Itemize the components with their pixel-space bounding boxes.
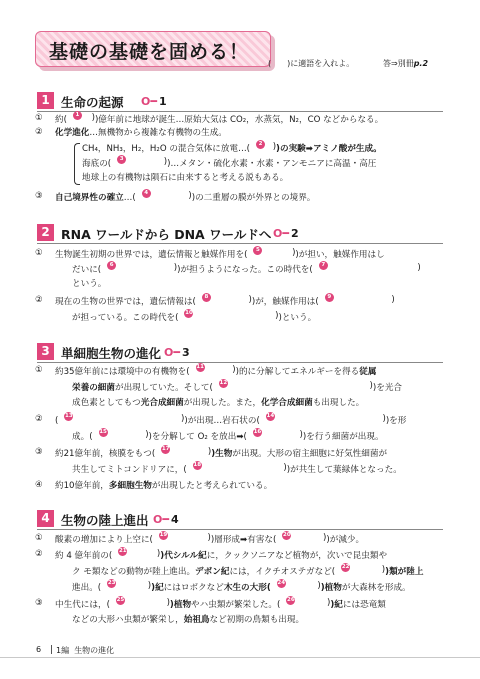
key-icon: O━ 4 [153,513,179,526]
title-banner [35,31,275,71]
section-rule [37,529,443,530]
answer-blank[interactable]: 8 ) [196,295,252,306]
footer-divider [51,645,52,654]
section-3-header [37,343,443,363]
answer-blank[interactable]: 20 ) [283,532,327,543]
item-line: ( 13 ) )が出現…岩石状の( 14 ) )を形 [55,413,407,426]
item-number: ③ [35,598,43,608]
item-line: 約35億年前には環境中の有機物を( 11 ) )的に分解してエネルギーを得る従属 [55,364,377,377]
item-line: 約10億年前，多細胞生物が出現したと考えられている。 [55,481,273,491]
section-1-header [37,92,443,112]
answer-blank[interactable]: 23 ) [107,580,152,591]
key-icon: O━ 2 [273,227,299,240]
item-line: 約 4 億年前の( 21 ) )代シルル紀に，クックソニアなど植物が，次いで昆虫類や [55,548,388,561]
key-icon: O━ 3 [164,346,190,359]
answer-blank[interactable]: 19 ) [159,532,211,543]
item-number: ② [35,127,43,137]
section-rule [37,243,443,244]
answer-blank[interactable]: 9 ) [319,295,395,306]
item-line: 成色素としてもつ光合成細菌が出現した。また，化学合成細菌も出現した。 [72,398,365,408]
item-line: 約( 1 ) )億年前に地球が誕生…原始大気は CO₂，水蒸気，N₂，CO などからなる。 [55,112,384,125]
footer-rule [0,657,480,658]
item-line: 成。( 15 ) )を分解して O₂ を放出➡( 16 ) )を行う細菌が出現。 [72,429,384,442]
answer-blank[interactable]: 2 ) [250,142,276,153]
item-number: ② [35,414,43,424]
item-number: ④ [35,480,43,490]
item-number: ② [35,549,43,559]
item-line: が担っている。この時代を( 10 ) )という。 [72,310,317,323]
answer-blank[interactable]: 14 ) [266,413,386,424]
item-number: ② [35,295,43,305]
item-number: ① [35,248,43,258]
key-ref: 1 [158,95,167,108]
section-4-header [37,510,443,530]
answer-blank[interactable]: 15 ) [99,429,149,440]
item-line: 共生してミトコンドリアに，( 18 ) )が共生して葉緑体となった。 [72,462,402,475]
section-title: RNA ワールドから DNA ワールドへ [61,227,272,242]
item-line: 中生代には，( 25 ) )植物やハ虫類が繁栄した。( 26 ) )紀には恐竜類 [55,597,386,610]
answer-blank[interactable]: 12 ) [219,380,373,391]
answer-blank[interactable]: 4 ) [136,191,192,202]
item-line: という。 [72,279,107,289]
answer-blank[interactable]: 17 ) [161,446,212,457]
item-line: ク モ類などの動物が陸上進出。デボン紀には，イクチオステガなど( 22 ) )類が陸上 [72,564,424,577]
answer-blank[interactable]: 1 ) [67,113,95,124]
section-number: 1 [37,92,54,109]
item-line: 進出。( 23 ) )紀にはロボクなど木生の大形( 24 ) )植物が大森林を形成。 [72,580,411,593]
section-2-header [37,224,443,244]
chapter-label: 1編 生物の進化 [56,646,115,655]
key-ref: 3 [181,346,190,359]
item-number: ① [35,365,43,375]
item-line: 生物誕生初期の世界では，遺伝情報と触媒作用を( 5 ) )が担い，触媒作用はし [55,247,385,260]
answer-reference [383,58,428,69]
instruction-text: ( )に適語を入れよ。 [268,59,355,68]
item-number: ① [35,533,43,543]
answer-blank[interactable]: 25 ) [116,597,170,608]
item-number: ① [35,113,43,123]
item-line: 海底の( 3 ) )…メタン・硫化水素・水素・アンモニアに高温・高圧 [82,156,377,169]
answer-page: p.2 [413,59,429,68]
section-title: 生物の陸上進出 [61,513,149,528]
item-line: 自己境界性の確立…( 4 ) )の二重層の膜が外界との境界。 [55,190,316,203]
item-line: 地球上の有機物は隕石に由来すると考える説もある。 [82,173,289,183]
key-ref: 2 [290,227,299,240]
answer-blank[interactable]: 6 ) [101,263,177,274]
section-title: 生命の起源 [61,95,124,110]
page-title: 基礎の基礎を固める！ [49,41,250,63]
section-number: 4 [37,510,54,527]
answer-blank[interactable]: 24 ) [277,580,321,591]
section-rule [37,362,443,363]
item-line: などの大形ハ虫類が繁栄し，始祖鳥など初期の鳥類も出現。 [72,615,305,625]
item-number: ③ [35,191,43,201]
key-icon: O━ 1 [141,95,167,108]
section-number: 3 [37,343,54,360]
item-line: CH₄，NH₃，H₂，H₂O の混合気体に放電…( 2 ) )の実験➡アミノ酸が生成。 [82,141,382,154]
page-number: 6 [36,645,42,654]
answer-blank[interactable]: 11 ) [196,364,236,375]
item-line: 栄養の細菌が出現していた。そして( 12 ) )を光合 [72,380,403,393]
answer-blank[interactable]: 22 ) [341,564,386,575]
answer-blank[interactable]: 13 ) [65,413,185,424]
item-line: 約21億年前，核膜をもつ( 17 ) )生物が出現。大形の宿主細胞に好気性細菌が [55,446,388,459]
answer-blank[interactable]: 26 ) [287,597,331,608]
answer-blank[interactable]: 21 ) [118,548,161,559]
item-line: 酸素の増加により上空に( 19 ) )層形成➡有害な( 20 ) )が減少。 [55,532,365,545]
answer-blank[interactable]: 10 ) [185,310,279,321]
answer-blank[interactable]: 3 ) [111,157,167,168]
item-line: 化学進化…無機物から複雑な有機物の生成。 [55,128,227,138]
section-title: 単細胞生物の進化 [61,346,162,361]
item-number: ③ [35,447,43,457]
answer-blank[interactable]: 5 ) [247,248,295,259]
answer-blank[interactable]: 16 ) [253,429,303,440]
key-ref: 4 [170,513,179,526]
bracket-group [74,143,80,185]
answer-blank[interactable]: 18 ) [193,462,287,473]
item-line: だいに( 6 ) )が担うようになった。この時代を( 7 ) [72,262,421,275]
answer-ref-label: 答⇒別冊 [383,59,414,68]
item-line: 現在の生物の世界では，遺伝情報は( 8 ) )が，触媒作用は( 9 ) [55,294,395,307]
section-number: 2 [37,224,54,241]
section-rule [37,111,443,112]
answer-blank[interactable]: 7 ) [313,263,421,274]
